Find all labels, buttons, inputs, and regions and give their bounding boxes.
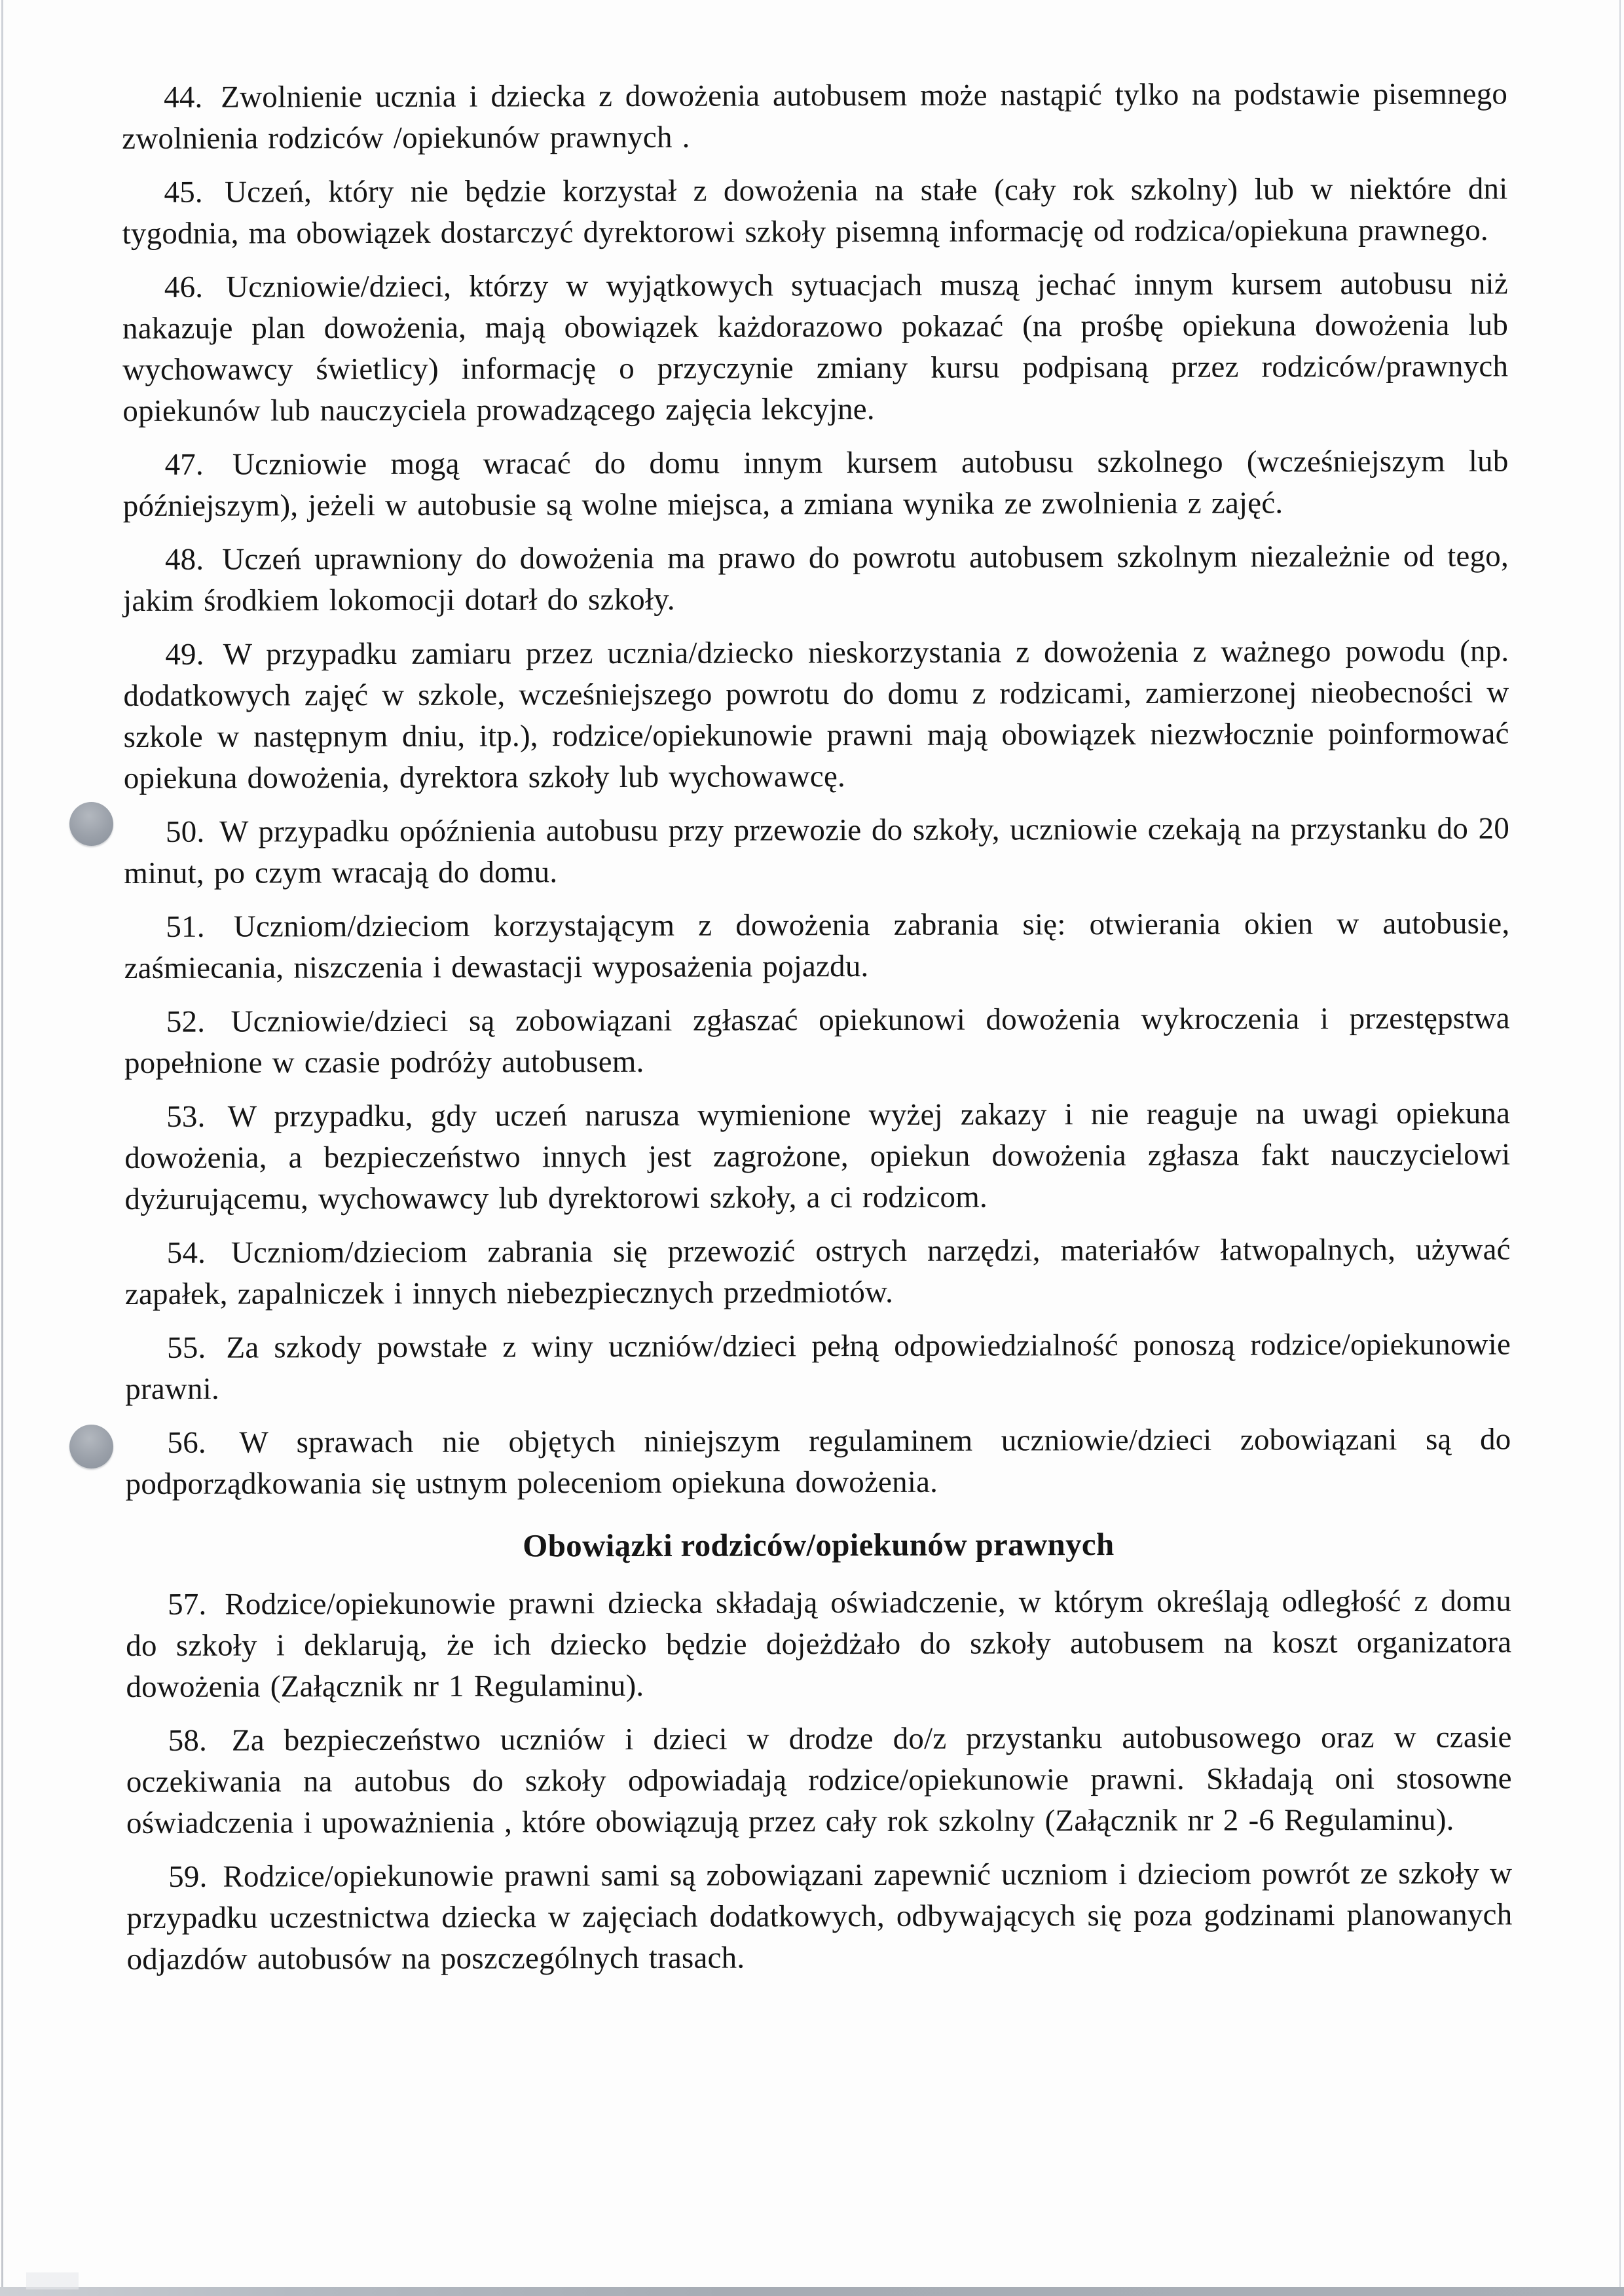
paragraph-number: 54. (166, 1235, 206, 1270)
paragraph-47 (122, 441, 1508, 527)
paragraph-54 (125, 1229, 1511, 1315)
paragraph-text: Rodzice/opiekunowie prawni sami są zobowiązani zapewnić uczniom i dzieciom powrót ze szkoły w przypadku uczestnictwa dziecka w zajęciach dodatkowych, odbywających się poza godzinami planowanych odjazdów autobusów na poszczególnych trasach. (126, 1856, 1513, 1977)
paragraph-49 (123, 630, 1509, 799)
paragraph-number: 45. (164, 175, 203, 210)
paragraph-number: 50. (165, 814, 205, 849)
paragraph-text: Za szkody powstałe z winy uczniów/dzieci pełną odpowiedzialność ponoszą rodzice/opiekunowie prawni. (125, 1327, 1511, 1406)
paragraph-number: 55. (167, 1330, 206, 1365)
paragraph-text: Uczniom/dzieciom zabrania się przewozić ostrych narzędzi, materiałów łatwopalnych, używać zapałek, zapalniczek i innych niebezpiecznych przedmiotów. (124, 1232, 1511, 1311)
paragraph-51 (124, 903, 1509, 989)
paragraph-number: 47. (164, 447, 204, 482)
paragraph-59 (126, 1853, 1512, 1980)
paragraph-number: 56. (167, 1425, 206, 1460)
hole-punch-mark-top (69, 802, 113, 846)
paragraph-text: Uczniowie/dzieci są zobowiązani zgłaszać opiekunowi dowożenia wykroczenia i przestępstwa popełnione w czasie podróży autobusem. (124, 1001, 1510, 1080)
paragraph-number: 48. (164, 542, 204, 577)
paragraph-text: W przypadku opóźnienia autobusu przy przewozie do szkoły, uczniowie czekają na przystanku do 20 minut, po czym wracają do domu. (124, 811, 1510, 890)
paragraph-text: Uczeń, który nie będzie korzystał z dowożenia na stałe (cały rok szkolny) lub w niektóre dni tygodnia, ma obowiązek dostarczyć dyrektorowi szkoły pisemną informację od rodzica/opiekuna prawnego. (122, 172, 1508, 251)
paragraph-45 (122, 168, 1507, 255)
paragraph-text: W przypadku, gdy uczeń narusza wymienione wyżej zakazy i nie reaguje na uwagi opiekuna dowożenia, a bezpieczeństwo innych jest zagrożone, opiekun dowożenia zgłasza fakt nauczycielowi dyżurującemu, wychowawcy lub dyrektorowi szkoły, a ci rodzicom. (124, 1096, 1511, 1216)
paragraph-text: W przypadku zamiaru przez ucznia/dziecko nieskorzystania z dowożenia z ważnego powodu (np. dodatkowych zajęć w szkole, wcześniejszego powrotu do domu z rodzicami, zamierzonej nieobecności w szkole w następnym dniu, itp.), rodzice/opiekunowie prawni mają obowiązek niezwłocznie poinformować opiekuna dowożenia, dyrektora szkoły lub wychowawcę. (123, 634, 1509, 795)
paragraph-58 (126, 1717, 1512, 1844)
paragraph-48 (123, 536, 1509, 622)
paragraph-text: Uczniom/dzieciom korzystającym z dowożenia zabrania się: otwierania okien w autobusie, zaśmiecania, niszczenia i dewastacji wyposażenia pojazdu. (124, 906, 1510, 985)
paragraph-text: Uczeń uprawniony do dowożenia ma prawo do powrotu autobusem szkolnym niezależnie od tego, jakim środkiem lokomocji dotarł do szkoły. (123, 539, 1509, 618)
paragraph-number: 57. (168, 1587, 207, 1622)
paragraph-text: Uczniowie mogą wracać do domu innym kursem autobusu szkolnego (wcześniejszym lub późniejszym), jeżeli w autobusie są wolne miejsca, a zmiana wynika ze zwolnienia z zajęć. (122, 444, 1509, 523)
paragraph-number: 51. (166, 909, 205, 944)
paragraph-text: Uczniowie/dzieci, którzy w wyjątkowych sytuacjach muszą jechać innym kursem autobusu niż nakazuje plan dowożenia, mają obowiązek każdorazowo pokazać (na prośbę opiekuna dowożenia lub wychowawcy świetlicy) informację o przyczynie zmiany kursu podpisaną przez rodziców/prawnych opiekunów lub nauczyciela prowadzącego zajęcia lekcyjne. (122, 266, 1509, 428)
paragraph-number: 52. (166, 1004, 206, 1039)
paragraph-text: Rodzice/opiekunowie prawni dziecka składają oświadczenie, w którym określają odległość z domu do szkoły i deklarują, że ich dziecko będzie dojeżdżało do szkoły autobusem na koszt organizatora dowożenia (Załącznik nr 1 Regulaminu). (126, 1584, 1512, 1704)
scan-edge-left-line (1, 0, 3, 2296)
scan-edge-right-line (1619, 0, 1621, 2296)
paragraph-number: 46. (164, 270, 204, 304)
paragraph-text: Zwolnienie ucznia i dziecka z dowożenia autobusem może nastąpić tylko na podstawie pisemnego zwolnienia rodziców /opiekunów prawnych . (122, 77, 1508, 156)
paragraph-number: 58. (168, 1723, 208, 1758)
document-text-body (122, 73, 1513, 1993)
paragraph-text: W sprawach nie objętych niniejszym regulaminem uczniowie/dzieci zobowiązani są do podporządkowania się ustnym poleceniom opiekuna dowożenia. (125, 1422, 1511, 1501)
scan-edge-bottom-band (0, 2287, 1624, 2296)
paragraph-46 (122, 263, 1509, 432)
paragraph-number: 49. (165, 637, 204, 672)
paragraph-50 (124, 808, 1509, 894)
paragraph-53 (124, 1093, 1510, 1220)
paragraph-number: 59. (168, 1859, 208, 1894)
hole-punch-mark-bottom (69, 1425, 113, 1468)
paragraph-number: 44. (164, 80, 203, 115)
paragraph-44 (122, 73, 1507, 160)
section-heading: Obowiązki rodziców/opiekunów prawnych (523, 1526, 1115, 1564)
paragraph-number: 53. (166, 1099, 206, 1134)
paragraph-52 (124, 998, 1510, 1084)
paragraph-55 (125, 1324, 1511, 1410)
paragraph-56 (125, 1419, 1511, 1505)
paragraph-text: Za bezpieczeństwo uczniów i dzieci w drodze do/z przystanku autobusowego oraz w czasie oczekiwania na autobus do szkoły odpowiadają rodzice/opiekunowie prawni. Składają oni stosowne oświadczenia i upoważnienia , które obowiązują przez cały rok szkolny (Załącznik nr 2 -6 Regulaminu). (126, 1720, 1512, 1840)
paragraph-57 (126, 1580, 1511, 1708)
